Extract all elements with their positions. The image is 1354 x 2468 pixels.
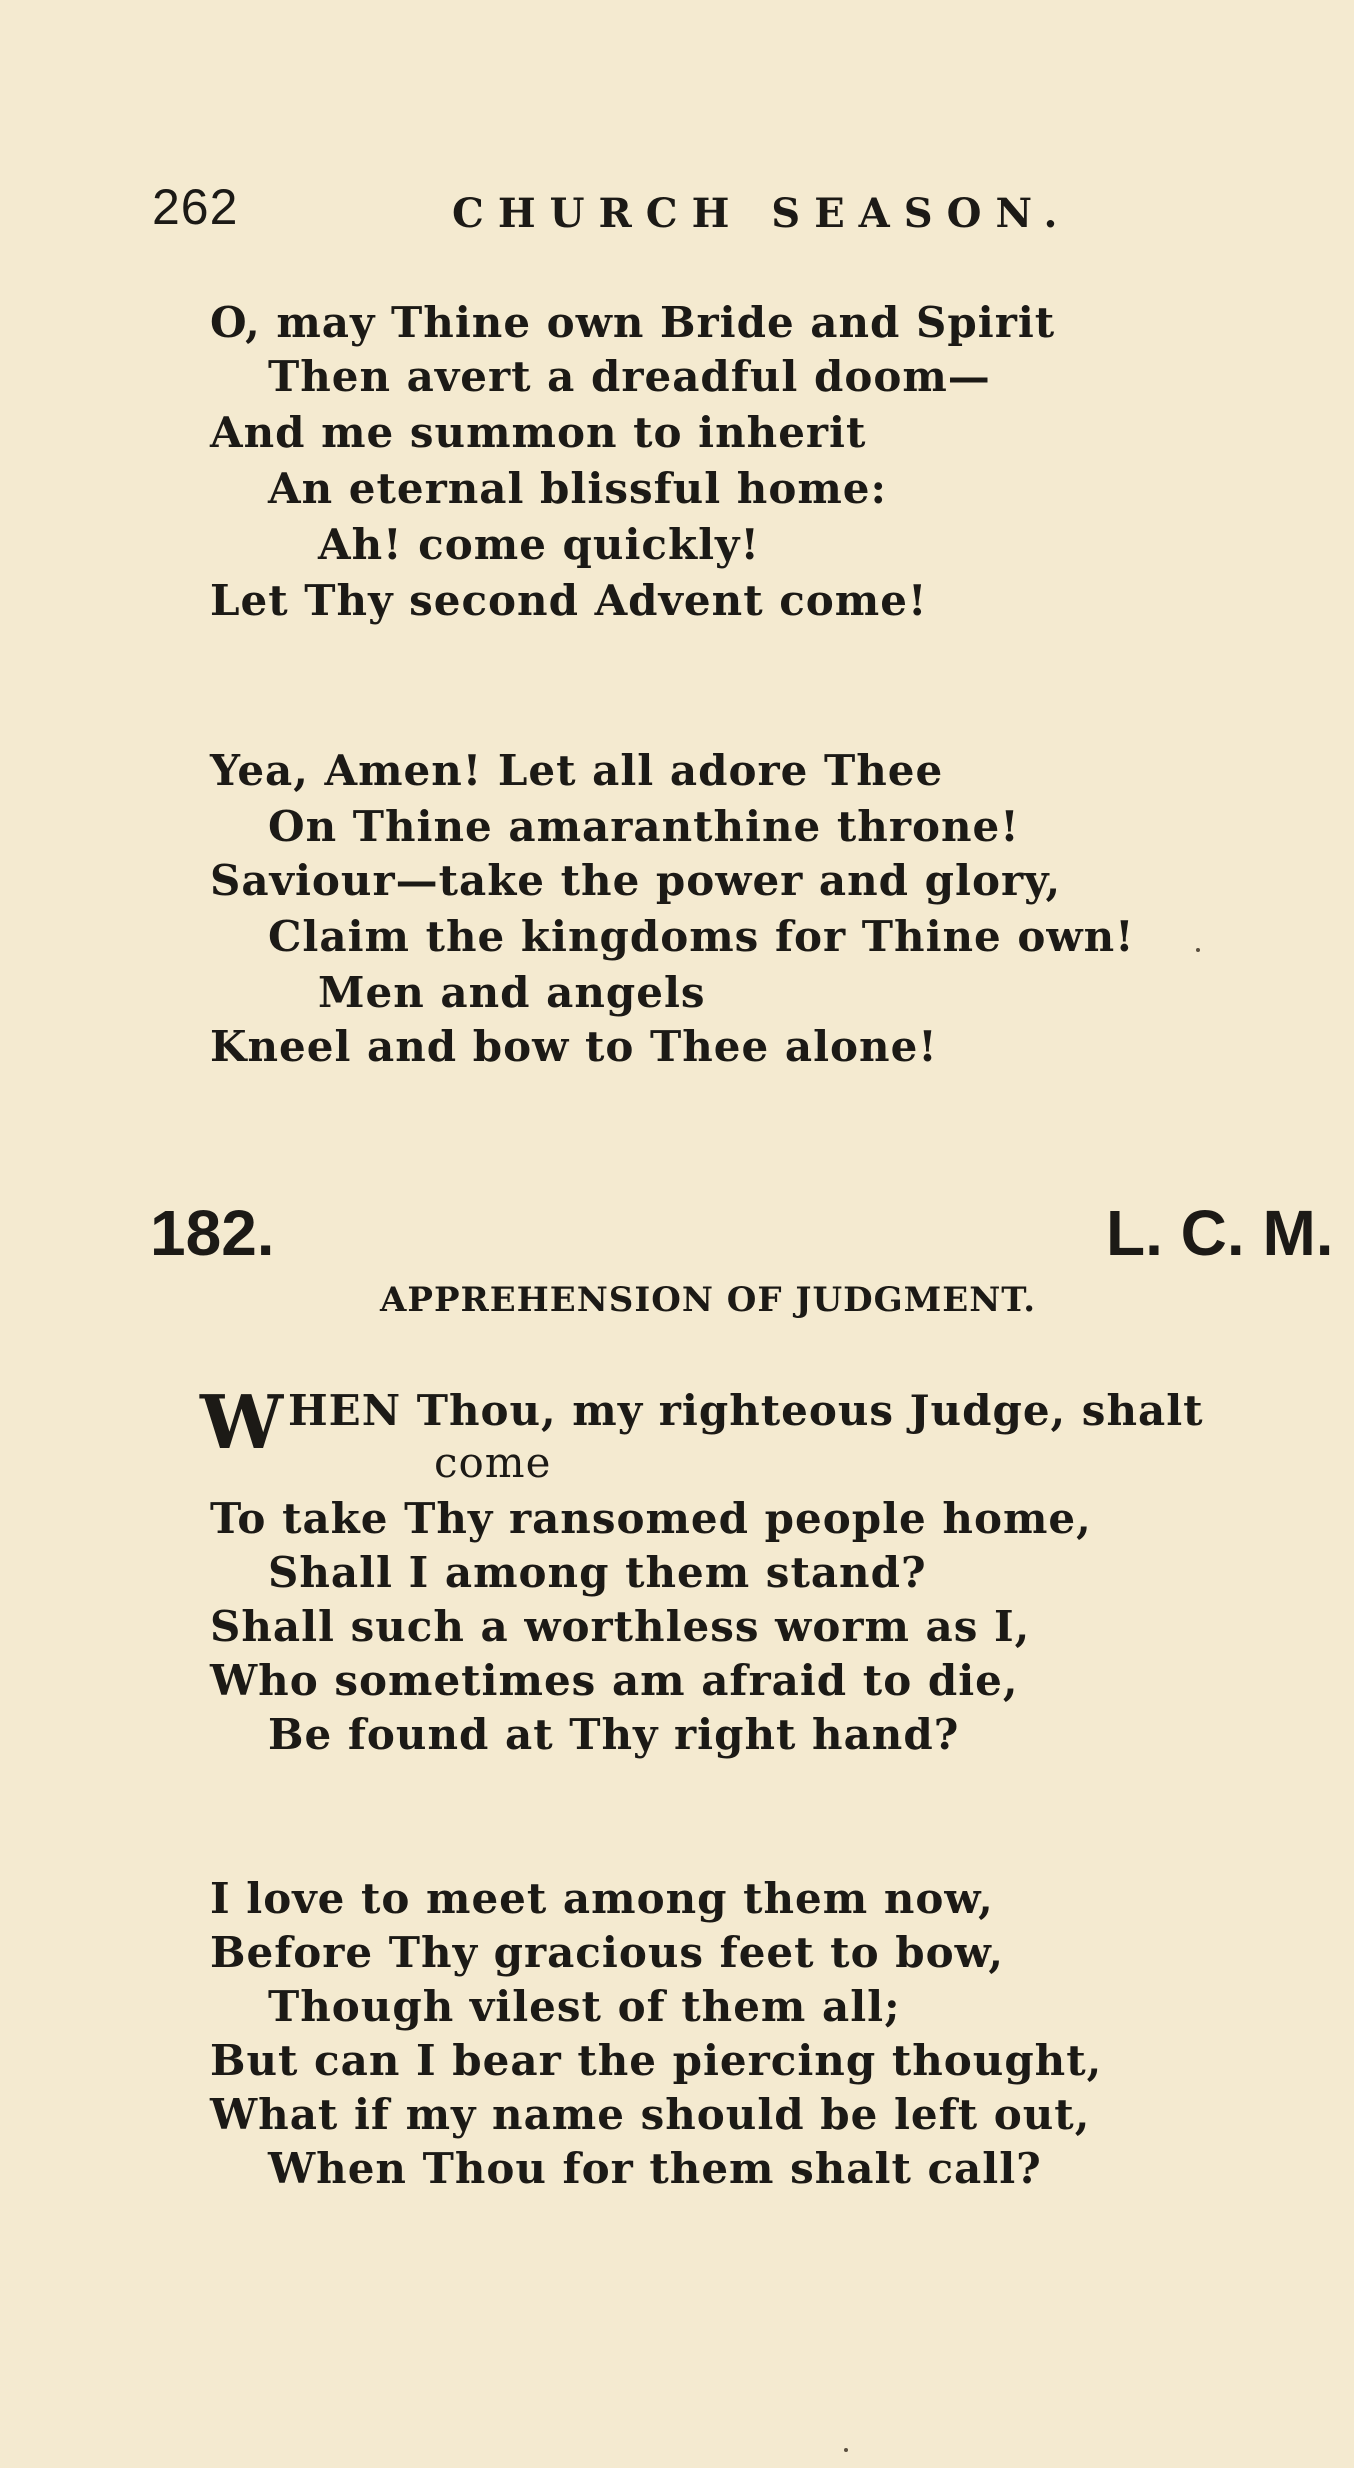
running-title: CHURCH SEASON.	[452, 190, 1072, 237]
verse-line: Claim the kingdoms for Thine own!	[268, 912, 1135, 961]
verse-line: On Thine amaranthine throne!	[268, 802, 1020, 851]
verse-line: O, may Thine own Bride and Spirit	[210, 298, 1056, 347]
hymn-number: 182.	[150, 1197, 275, 1269]
hymn-title: APPREHENSION OF JUDGMENT.	[380, 1280, 1037, 1320]
verse-line-continuation: come	[434, 1438, 552, 1487]
verse-line: Then avert a dreadful doom—	[268, 352, 991, 401]
page-number: 262	[152, 179, 239, 235]
print-speck	[1196, 948, 1200, 952]
verse-line: Yea, Amen! Let all adore Thee	[210, 746, 944, 795]
drop-cap: W	[200, 1380, 284, 1466]
verse-line: HEN Thou, my righteous Judge, shalt	[288, 1386, 1204, 1435]
verse-line: To take Thy ransomed people home,	[210, 1494, 1092, 1543]
verse-line: Though vilest of them all;	[268, 1982, 901, 2031]
verse-line: Saviour—take the power and glory,	[210, 856, 1062, 905]
verse-line: But can I bear the piercing thought,	[210, 2036, 1103, 2085]
verse-line: Who sometimes am afraid to die,	[210, 1656, 1019, 1705]
verse-line: Before Thy gracious feet to bow,	[210, 1928, 1004, 1977]
verse-line: Kneel and bow to Thee alone!	[210, 1022, 938, 1071]
verse-line: When Thou for them shalt call?	[268, 2144, 1042, 2193]
verse-line: Men and angels	[318, 968, 706, 1017]
verse-line: An eternal blissful home:	[268, 464, 888, 513]
verse-line: Shall I among them stand?	[268, 1548, 927, 1597]
verse-line: Be found at Thy right hand?	[268, 1710, 960, 1759]
verse-line: What if my name should be left out,	[210, 2090, 1091, 2139]
print-speck	[844, 2448, 848, 2452]
hymn-meter: L. C. M.	[1106, 1197, 1334, 1269]
verse-line: And me summon to inherit	[210, 408, 867, 457]
verse-line: Ah! come quickly!	[318, 520, 760, 569]
verse-line: Let Thy second Advent come!	[210, 576, 928, 625]
verse-line: Shall such a worthless worm as I,	[210, 1602, 1031, 1651]
verse-line: I love to meet among them now,	[210, 1874, 994, 1923]
